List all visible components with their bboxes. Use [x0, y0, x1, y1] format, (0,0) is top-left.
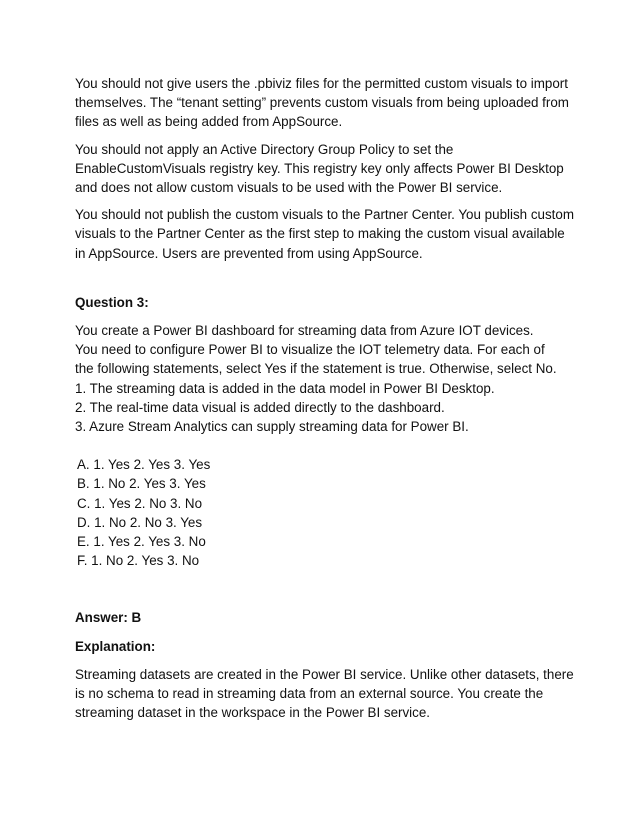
- explanation-text: Streaming datasets are created in the Power BI service. Unlike other datasets, there is no schema to read in streaming data from an external source. You create the streaming dataset in the workspace in the Power BI service.: [75, 666, 574, 721]
- option-b: B. 1. No 2. Yes 3. Yes: [77, 476, 206, 492]
- document-page: [75, 74, 575, 722]
- option-e: E. 1. Yes 2. Yes 3. No: [77, 534, 206, 550]
- option-f: F. 1. No 2. Yes 3. No: [77, 553, 200, 569]
- intro-paragraph-1: You should not give users the .pbiviz files for the permitted custom visuals to import themselves. The “tenant setting” prevents custom visuals from being uploaded from files as well as being added from AppSource.: [75, 76, 569, 130]
- answer-label: Answer: B: [75, 610, 142, 626]
- option-c: C. 1. Yes 2. No 3. No: [77, 495, 203, 511]
- question-line: You need to configure Power BI to visualize the IOT telemetry data. For each of: [75, 342, 545, 358]
- question-heading: Question 3:: [75, 294, 149, 310]
- explanation-heading: Explanation:: [75, 638, 156, 654]
- option-d: D. 1. No 2. No 3. Yes: [77, 514, 203, 530]
- question-line: 2. The real-time data visual is added directly to the dashboard.: [75, 399, 445, 415]
- section-spacer: [75, 570, 575, 608]
- intro-paragraph-2: You should not apply an Active Directory Group Policy to set the EnableCustomVisuals registry key. This registry key only affects Power BI Desktop and does not allow custom visuals to be used with the Power BI service.: [75, 141, 564, 196]
- question-body: [75, 321, 575, 436]
- question-line: You create a Power BI dashboard for streaming data from Azure IOT devices.: [75, 323, 534, 339]
- answer-options: [75, 455, 575, 570]
- question-line: the following statements, select Yes if the statement is true. Otherwise, select No.: [75, 361, 557, 377]
- question-line: 3. Azure Stream Analytics can supply streaming data for Power BI.: [75, 419, 469, 435]
- option-a: A. 1. Yes 2. Yes 3. Yes: [77, 457, 211, 473]
- section-spacer: [75, 271, 575, 293]
- question-line: 1. The streaming data is added in the data model in Power BI Desktop.: [75, 380, 495, 396]
- intro-paragraph-3: You should not publish the custom visuals to the Partner Center. You publish custom visuals to the Partner Center as the first step to making the custom visual available in AppSource. Users are prevented from using AppSource.: [75, 207, 574, 261]
